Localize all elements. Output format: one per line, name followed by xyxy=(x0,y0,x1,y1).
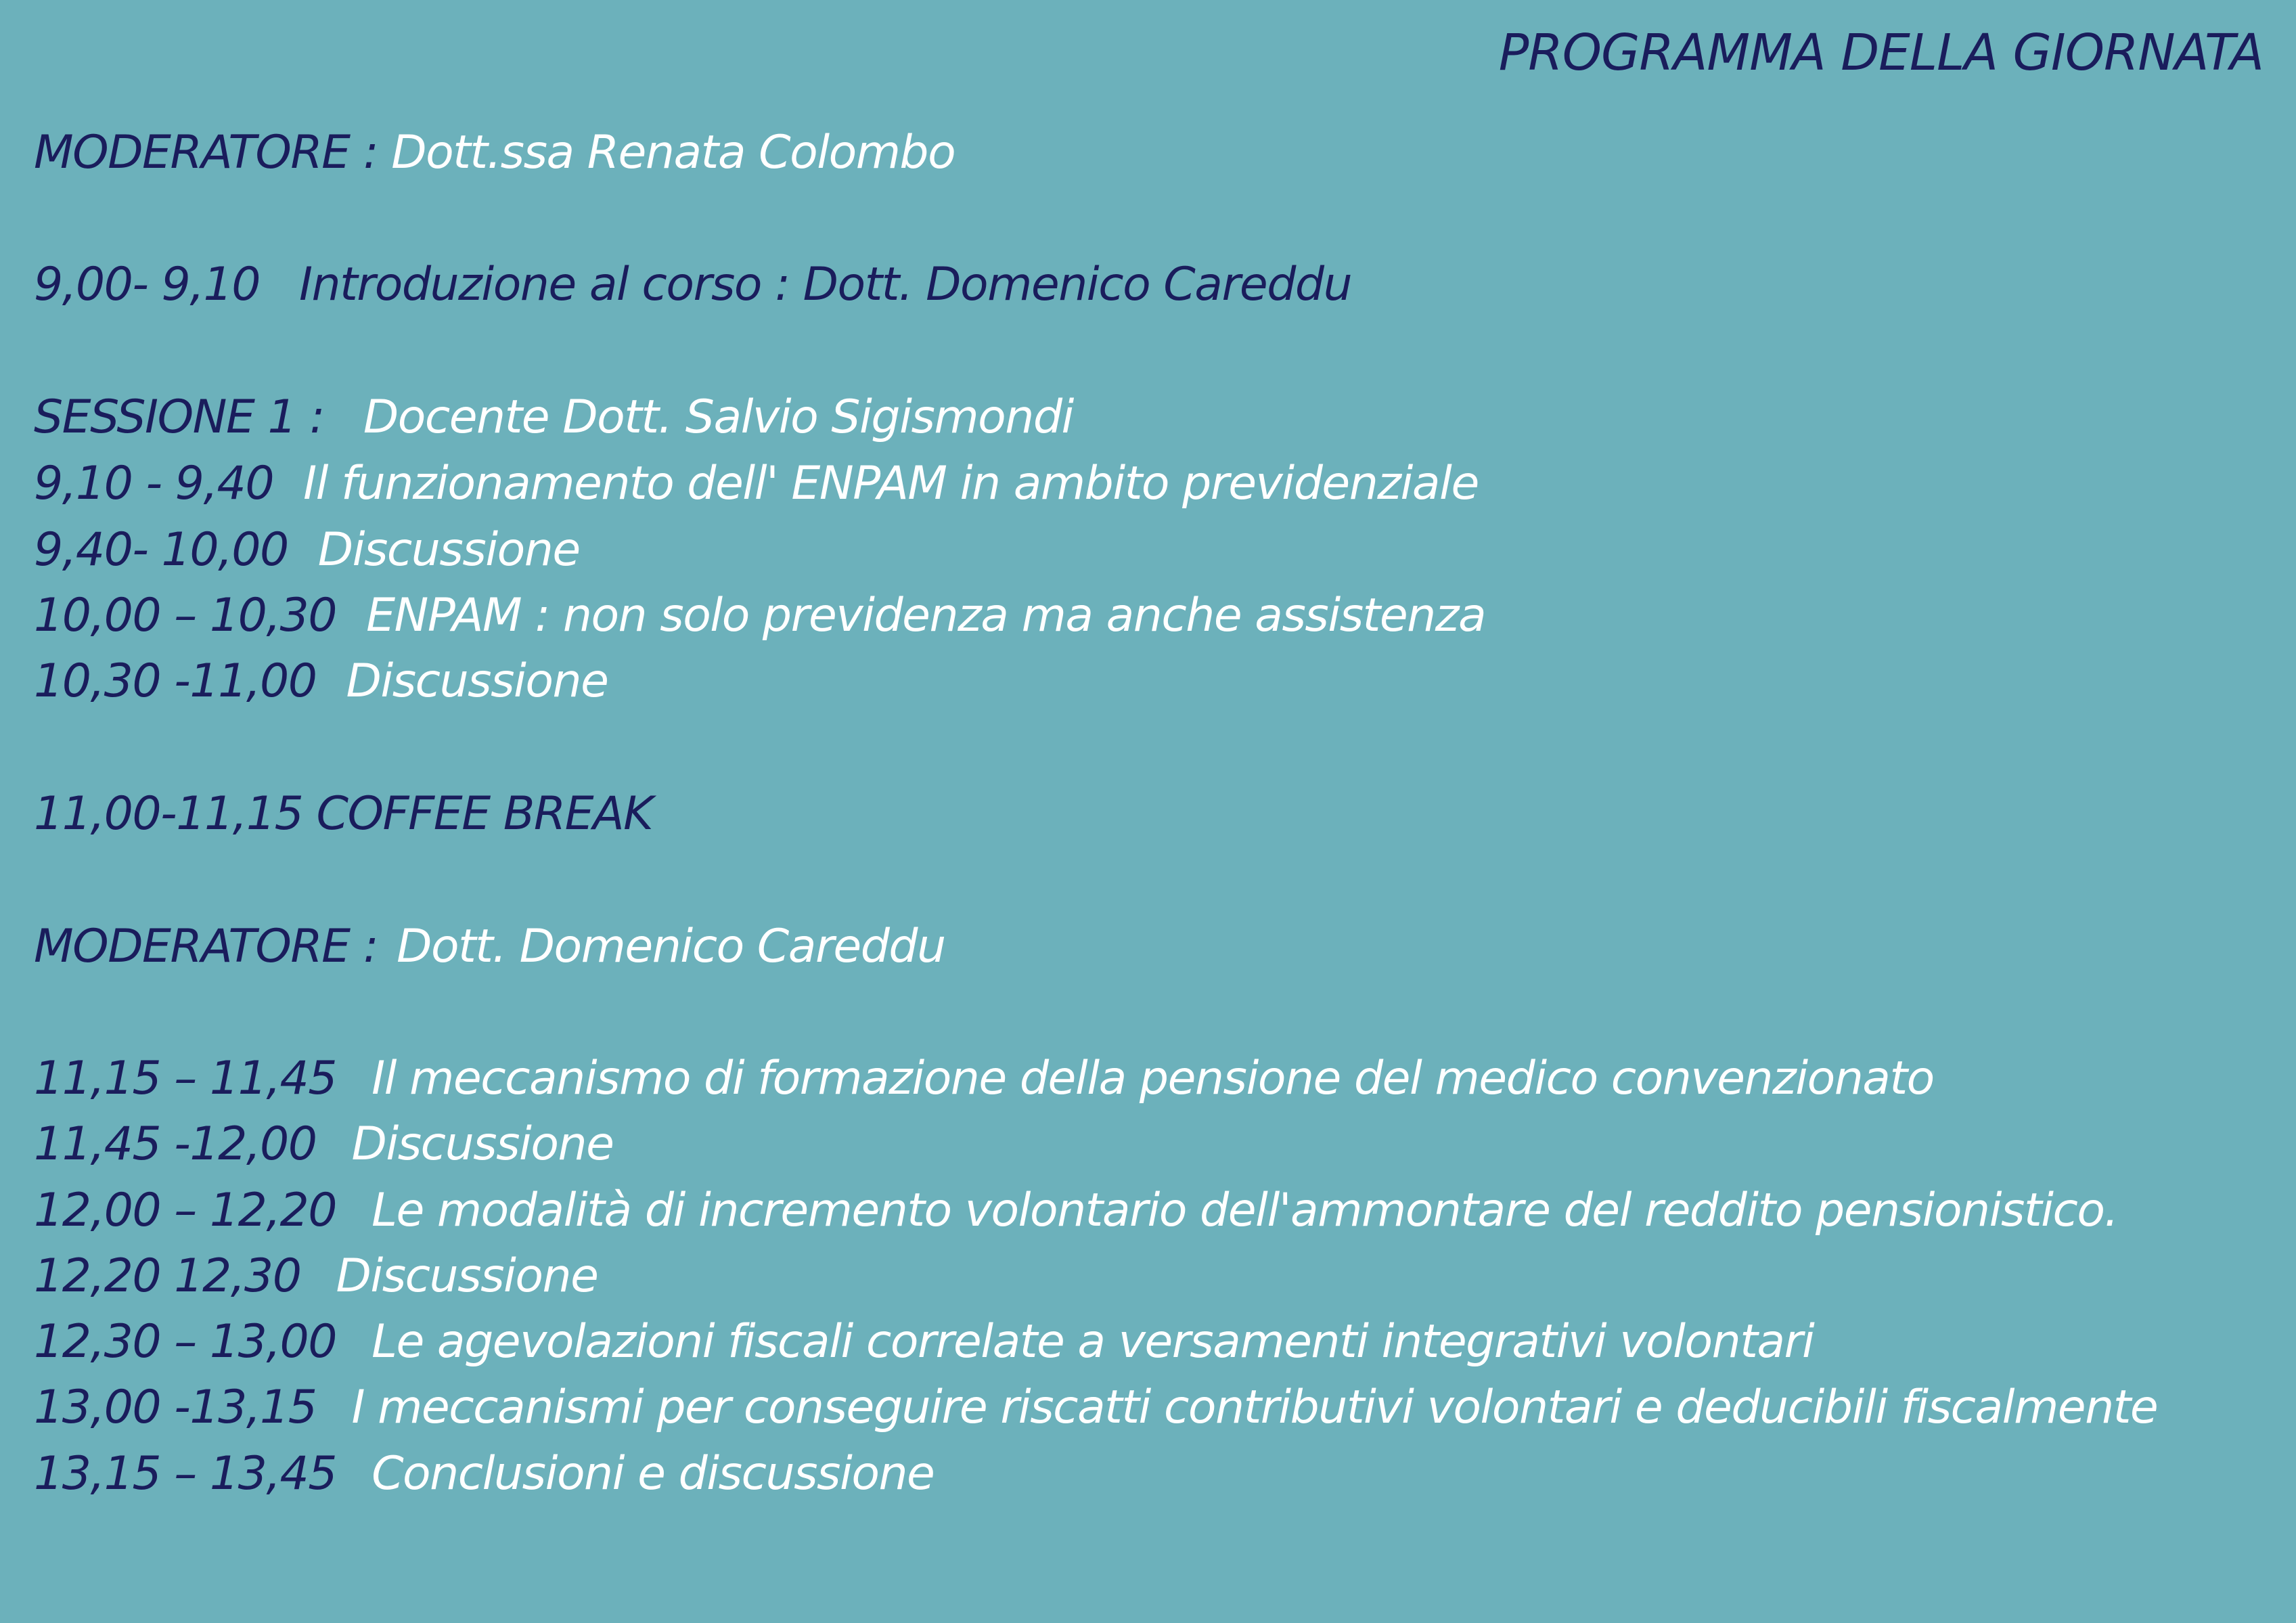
schedule-row xyxy=(34,1117,613,1172)
session-topic: Discussione xyxy=(317,523,580,577)
moderator-name: Dott.ssa Renata Colombo xyxy=(391,126,955,179)
session-topic: Discussione xyxy=(351,1117,614,1171)
schedule-row xyxy=(34,456,1479,512)
moderator-label: MODERATORE : xyxy=(34,126,378,179)
schedule-row xyxy=(34,1183,2118,1239)
time-slot: 11,45 -12,00 xyxy=(34,1117,317,1171)
time-slot: 9,10 - 9,40 xyxy=(34,457,274,510)
session-topic: Le modalità di incremento volontario dell'ammontare del reddito pensionistico. xyxy=(372,1184,2118,1237)
time-slot: 13,00 -13,15 xyxy=(34,1381,317,1434)
page-title: PROGRAMMA DELLA GIORNATA xyxy=(1498,24,2264,82)
time-slot: 9,00- 9,10 xyxy=(34,258,260,311)
time-slot: 12,30 – 13,00 xyxy=(34,1315,337,1369)
schedule-row xyxy=(34,523,580,578)
time-slot: 11,15 – 11,45 xyxy=(34,1052,337,1105)
session-label: SESSIONE 1 : xyxy=(34,391,324,444)
schedule-row xyxy=(34,1051,1934,1107)
schedule-row xyxy=(34,1446,934,1502)
schedule-row xyxy=(34,1380,2157,1436)
schedule-row xyxy=(34,1314,1814,1370)
moderator-label: MODERATORE : xyxy=(34,920,378,973)
session-topic: Discussione xyxy=(336,1249,598,1303)
moderator-name: Dott. Domenico Careddu xyxy=(397,920,945,973)
intro-line xyxy=(34,257,1351,313)
session-topic: Il meccanismo di formazione della pensione del medico convenzionato xyxy=(372,1052,1934,1105)
session-topic: Le agevolazioni fiscali correlate a versamenti integrativi volontari xyxy=(372,1315,1814,1369)
time-slot: 9,40- 10,00 xyxy=(34,523,288,577)
session-1-line xyxy=(34,390,1073,445)
schedule-row xyxy=(34,654,608,709)
time-slot: 12,00 – 12,20 xyxy=(34,1184,337,1237)
moderator-line-1 xyxy=(34,125,955,181)
coffee-break-line: 11,00-11,15 COFFEE BREAK xyxy=(34,787,653,841)
schedule-row xyxy=(34,1249,598,1304)
session-topic: I meccanismi per conseguire riscatti contributivi volontari e deducibili fiscalmente xyxy=(351,1381,2158,1434)
time-slot: 10,00 – 10,30 xyxy=(34,589,337,642)
time-slot: 13,15 – 13,45 xyxy=(34,1447,337,1500)
session-topic: Il funzionamento dell' ENPAM in ambito previdenziale xyxy=(303,457,1479,510)
session-topic: ENPAM : non solo previdenza ma anche assistenza xyxy=(366,589,1486,642)
intro-text: Introduzione al corso : Dott. Domenico Careddu xyxy=(298,258,1352,311)
time-slot: 12,20 12,30 xyxy=(34,1249,301,1303)
time-slot: 10,30 -11,00 xyxy=(34,654,317,708)
schedule-row xyxy=(34,588,1485,644)
session-topic: Conclusioni e discussione xyxy=(372,1447,935,1500)
moderator-line-2 xyxy=(34,919,945,975)
session-teacher: Docente Dott. Salvio Sigismondi xyxy=(363,391,1073,444)
session-topic: Discussione xyxy=(346,654,608,708)
